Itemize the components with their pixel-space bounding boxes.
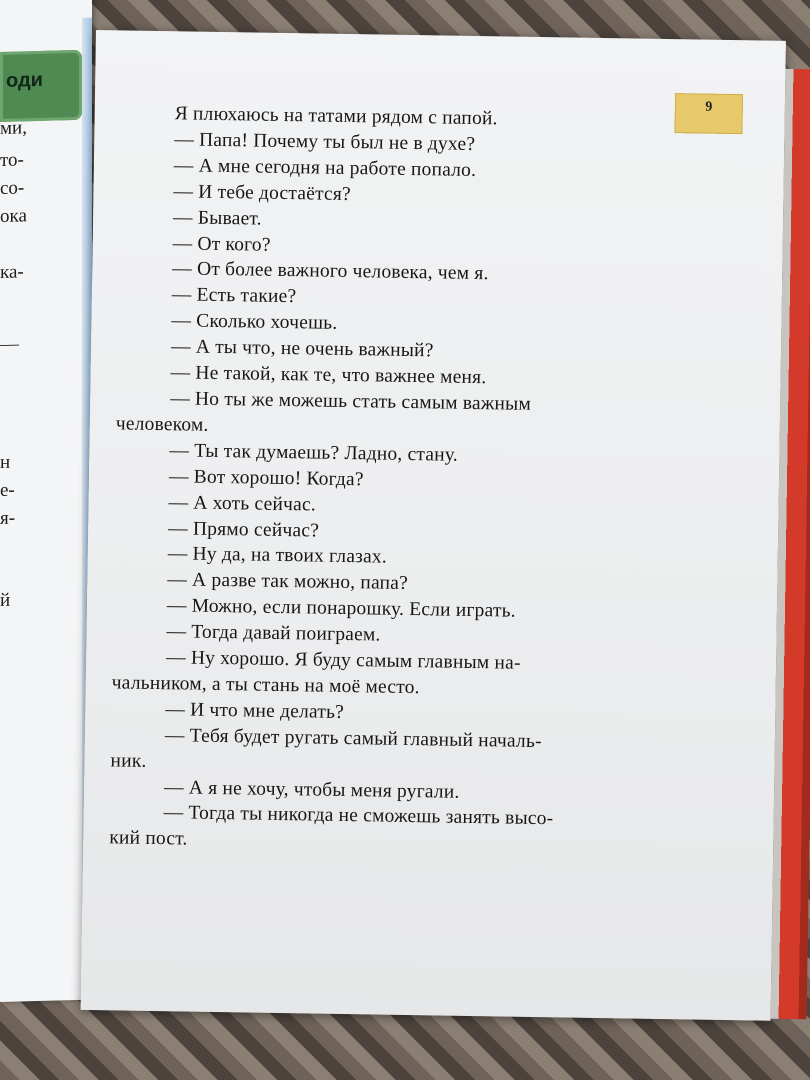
left-page-fragment: ми,	[0, 117, 27, 139]
left-page-fragment: е-	[0, 479, 15, 501]
text-line: — От более важного человека, чем я.	[172, 258, 489, 285]
text-line: — От кого?	[172, 232, 271, 256]
text-line: ник.	[110, 749, 147, 772]
left-page-banner	[0, 50, 82, 122]
left-page-fragment: —	[0, 333, 19, 355]
text-line: — Ну да, на твоих глазах.	[167, 543, 388, 569]
text-line: — А я не хочу, чтобы меня ругали.	[163, 776, 460, 803]
text-line: — Ты так думаешь? Ладно, стану.	[169, 439, 459, 466]
text-line: — А хоть сейчас.	[168, 491, 317, 516]
text-line: — Не такой, как те, что важнее меня.	[170, 362, 487, 389]
book-page	[81, 30, 786, 1021]
text-line: — А разве так можно, папа?	[167, 569, 409, 595]
text-line: — И что мне делать?	[165, 699, 345, 723]
text-line: — Можно, если понарошку. Если играть.	[166, 595, 517, 622]
text-line: чальником, а ты стань на моё место.	[111, 672, 420, 699]
text-line: — Сколько хочешь.	[171, 310, 338, 335]
text-line: Я плюхаюсь на татами рядом с папой.	[174, 103, 498, 130]
left-page-banner-text: оди	[6, 68, 43, 92]
page-number: 9	[674, 93, 743, 134]
text-line: кий пост.	[109, 827, 188, 850]
left-page-fragment: со-	[0, 177, 25, 199]
left-page-fragment: то-	[0, 149, 24, 171]
text-line: — Тебя будет ругать самый главный началь-	[164, 724, 542, 752]
left-page-fragment: ока	[0, 205, 27, 227]
text-line: — Папа! Почему ты был не в духе?	[174, 129, 476, 155]
text-line: — Бывает.	[172, 206, 262, 230]
text-line: — А мне сегодня на работе попало.	[173, 155, 477, 181]
page-text	[109, 100, 681, 860]
left-page-fragment: н	[0, 451, 11, 473]
left-page	[0, 0, 92, 1002]
page-edge-binding	[771, 69, 810, 1019]
text-line: — Тогда ты никогда не сможешь занять высо-	[163, 802, 554, 830]
text-line: — А ты что, не очень важный?	[170, 336, 434, 362]
text-line: человеком.	[115, 413, 209, 436]
text-line: — Но ты же можешь стать самым важным	[170, 388, 532, 415]
text-line: — И тебе достаётся?	[173, 180, 352, 205]
text-line: — Вот хорошо! Когда?	[168, 465, 364, 490]
left-page-fragment: й	[0, 589, 11, 611]
text-line: — Тогда давай поиграем.	[166, 621, 381, 646]
left-page-fragment: я-	[0, 507, 16, 529]
left-page-fragment: ка-	[0, 261, 24, 283]
text-line: — Есть такие?	[171, 284, 297, 308]
text-line: — Ну хорошо. Я буду самым главным на-	[165, 647, 521, 674]
text-line: — Прямо сейчас?	[168, 517, 320, 542]
